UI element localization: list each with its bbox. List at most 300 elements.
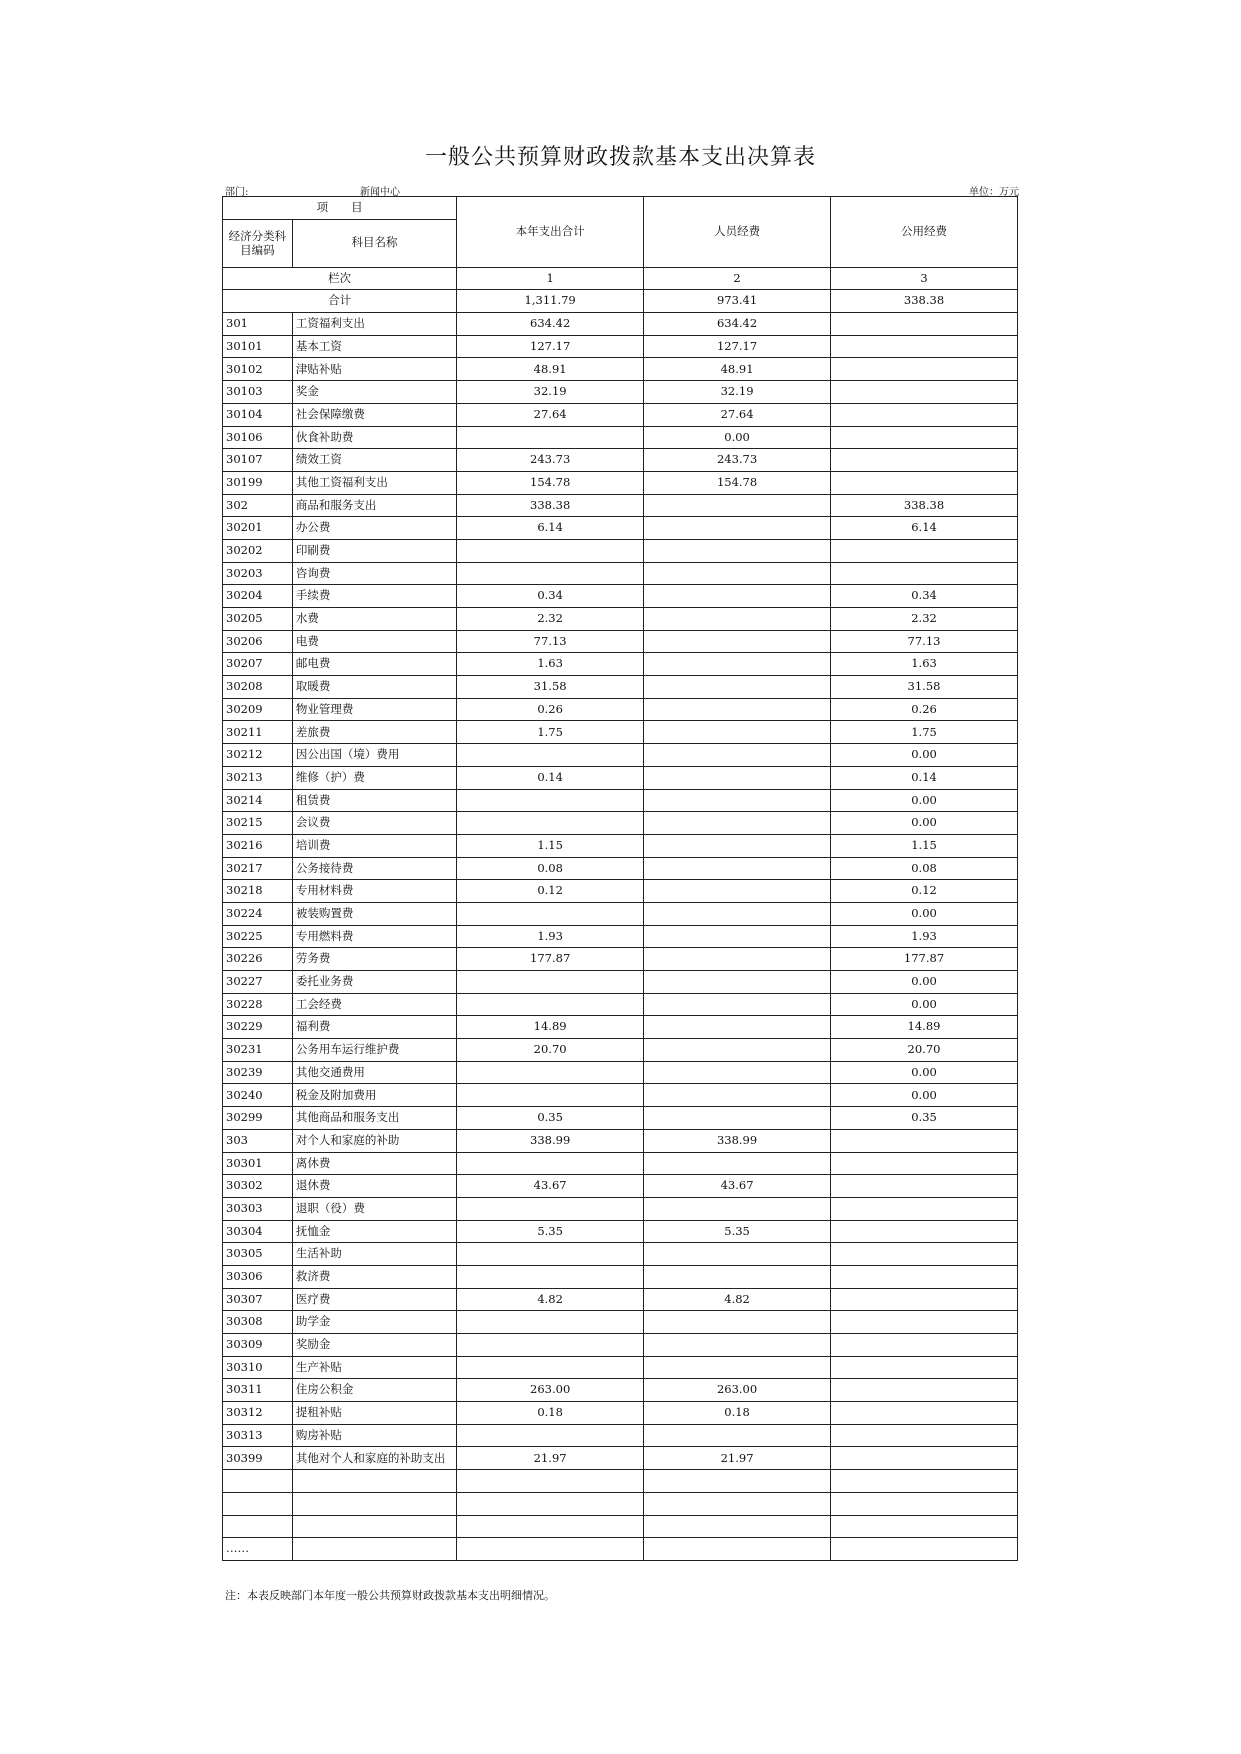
row-personnel [644,1334,831,1357]
row-code: 30104 [223,403,293,426]
code-header: 经济分类科目编码 [223,219,293,267]
row-personnel [644,1061,831,1084]
table-row [223,721,1018,744]
row-public [831,1492,1018,1515]
row-total: 5.35 [457,1220,644,1243]
row-code: 30212 [223,744,293,767]
row-code: 30201 [223,517,293,540]
index-row [223,267,1018,290]
row-personnel: 243.73 [644,449,831,472]
row-personnel [644,630,831,653]
row-personnel [644,562,831,585]
row-public: 77.13 [831,630,1018,653]
row-public: 0.26 [831,698,1018,721]
table-row [223,562,1018,585]
row-code: 30215 [223,812,293,835]
row-total [457,539,644,562]
row-code: 30211 [223,721,293,744]
row-name: 离休费 [292,1152,456,1175]
table-row [223,1107,1018,1130]
row-name: 购房补贴 [292,1424,456,1447]
table-row [223,471,1018,494]
row-public [831,1515,1018,1538]
table-row [223,1288,1018,1311]
row-public [831,381,1018,404]
row-name: 生产补贴 [292,1356,456,1379]
row-personnel [644,766,831,789]
row-total: 1.63 [457,653,644,676]
row-public: 1.63 [831,653,1018,676]
row-name: 社会保障缴费 [292,403,456,426]
row-code: 303 [223,1129,293,1152]
row-public: 2.32 [831,608,1018,631]
row-public [831,1538,1018,1561]
table-row [223,313,1018,336]
row-code: 30399 [223,1447,293,1470]
row-code: 30213 [223,766,293,789]
row-name: 工会经费 [292,993,456,1016]
row-code: 30303 [223,1197,293,1220]
row-code: 30103 [223,381,293,404]
row-code: 30106 [223,426,293,449]
row-personnel [644,1084,831,1107]
table-row [223,403,1018,426]
row-public [831,1470,1018,1493]
row-personnel [644,1016,831,1039]
row-personnel: 338.99 [644,1129,831,1152]
row-personnel [644,517,831,540]
row-personnel [644,698,831,721]
row-total [457,812,644,835]
header-row-project [223,197,1018,220]
table-row [223,653,1018,676]
row-code: 30309 [223,1334,293,1357]
table-row [223,381,1018,404]
row-code: 302 [223,494,293,517]
row-personnel [644,812,831,835]
row-public: 338.38 [831,494,1018,517]
col2-header: 人员经费 [644,197,831,268]
table-row [223,857,1018,880]
table-row [223,880,1018,903]
row-personnel [644,653,831,676]
row-total [457,1492,644,1515]
row-personnel [644,1039,831,1062]
row-personnel [644,539,831,562]
row-code: 30208 [223,676,293,699]
row-name: 助学金 [292,1311,456,1334]
row-name: 差旅费 [292,721,456,744]
row-code: 30308 [223,1311,293,1334]
row-personnel: 154.78 [644,471,831,494]
row-code: 30102 [223,358,293,381]
row-total [457,1311,644,1334]
name-header: 科目名称 [292,219,456,267]
row-total [457,971,644,994]
row-name: 绩效工资 [292,449,456,472]
row-personnel [644,1424,831,1447]
row-public [831,1311,1018,1334]
row-public: 0.14 [831,766,1018,789]
table-row [223,812,1018,835]
total-label: 合计 [223,290,457,313]
row-code: 30202 [223,539,293,562]
row-name: 委托业务费 [292,971,456,994]
table-row [223,1356,1018,1379]
table-row [223,1243,1018,1266]
row-total [457,902,644,925]
row-code: 30239 [223,1061,293,1084]
row-personnel: 4.82 [644,1288,831,1311]
row-total [457,1470,644,1493]
row-public: 0.00 [831,1084,1018,1107]
row-personnel: 263.00 [644,1379,831,1402]
row-code: 30310 [223,1356,293,1379]
row-public [831,1220,1018,1243]
table-row [223,1129,1018,1152]
row-name: 印刷费 [292,539,456,562]
row-personnel [644,1538,831,1561]
row-personnel: 0.18 [644,1402,831,1425]
table-row [223,1311,1018,1334]
table-row [223,1084,1018,1107]
row-public [831,1243,1018,1266]
row-name: 手续费 [292,585,456,608]
row-name: 专用材料费 [292,880,456,903]
row-name: 住房公积金 [292,1379,456,1402]
table-row [223,1039,1018,1062]
table-row [223,925,1018,948]
row-public [831,426,1018,449]
total-c2: 973.41 [644,290,831,313]
row-total: 1.93 [457,925,644,948]
row-code: 30107 [223,449,293,472]
row-public: 31.58 [831,676,1018,699]
row-code: 30229 [223,1016,293,1039]
row-personnel [644,1356,831,1379]
project-header: 项 目 [223,197,457,220]
table-row [223,1470,1018,1493]
row-public: 1.75 [831,721,1018,744]
row-name: 会议费 [292,812,456,835]
row-total: 0.26 [457,698,644,721]
table-row [223,676,1018,699]
row-personnel [644,789,831,812]
row-name [292,1515,456,1538]
row-name: 工资福利支出 [292,313,456,336]
row-name [292,1492,456,1515]
row-personnel [644,880,831,903]
row-public: 0.00 [831,789,1018,812]
table-row [223,1061,1018,1084]
table-row [223,1424,1018,1447]
total-c3: 338.38 [831,290,1018,313]
row-code: 30299 [223,1107,293,1130]
row-public [831,1288,1018,1311]
row-public: 0.00 [831,1061,1018,1084]
row-name: 退职（役）费 [292,1197,456,1220]
row-name: 对个人和家庭的补助 [292,1129,456,1152]
row-total [457,789,644,812]
row-name: 其他交通费用 [292,1061,456,1084]
row-personnel [644,1470,831,1493]
total-c1: 1,311.79 [457,290,644,313]
row-public: 1.93 [831,925,1018,948]
row-personnel [644,1492,831,1515]
row-name: 租赁费 [292,789,456,812]
row-public: 0.34 [831,585,1018,608]
table-row [223,971,1018,994]
row-name [292,1470,456,1493]
row-code: 30240 [223,1084,293,1107]
col3-header: 公用经费 [831,197,1018,268]
row-personnel [644,744,831,767]
row-personnel: 0.00 [644,426,831,449]
table-row [223,1220,1018,1243]
row-name: 奖金 [292,381,456,404]
row-personnel [644,585,831,608]
row-total: 1.75 [457,721,644,744]
row-total: 14.89 [457,1016,644,1039]
table-row [223,539,1018,562]
row-total: 338.38 [457,494,644,517]
row-personnel [644,494,831,517]
table-row [223,426,1018,449]
footnote: 注：本表反映部门本年度一般公共预算财政拨款基本支出明细情况。 [225,1589,555,1602]
row-code: …… [223,1538,293,1561]
row-name: 医疗费 [292,1288,456,1311]
row-code: 30101 [223,335,293,358]
row-total [457,1197,644,1220]
row-code: 30306 [223,1265,293,1288]
row-name: 退休费 [292,1175,456,1198]
expenditure-table [222,196,1018,1561]
row-total: 0.14 [457,766,644,789]
row-code: 30209 [223,698,293,721]
table-row [223,789,1018,812]
index-label: 栏次 [223,267,457,290]
row-personnel: 21.97 [644,1447,831,1470]
table-row [223,1334,1018,1357]
row-total: 0.35 [457,1107,644,1130]
row-total: 243.73 [457,449,644,472]
row-public [831,313,1018,336]
row-public: 0.08 [831,857,1018,880]
row-total: 127.17 [457,335,644,358]
row-personnel [644,1243,831,1266]
row-total: 31.58 [457,676,644,699]
row-total: 0.34 [457,585,644,608]
row-code: 30307 [223,1288,293,1311]
department-name: 新闻中心 [360,187,400,198]
table-row [223,948,1018,971]
table-row [223,494,1018,517]
row-public [831,1447,1018,1470]
row-name: 取暖费 [292,676,456,699]
page-title: 一般公共预算财政拨款基本支出决算表 [424,145,816,170]
row-personnel [644,948,831,971]
row-public [831,539,1018,562]
row-total: 177.87 [457,948,644,971]
table-row [223,834,1018,857]
row-code: 30218 [223,880,293,903]
row-name: 专用燃料费 [292,925,456,948]
row-total [457,1152,644,1175]
row-personnel [644,608,831,631]
row-total: 154.78 [457,471,644,494]
row-total [457,1334,644,1357]
row-code: 30228 [223,993,293,1016]
table-row [223,766,1018,789]
table-row [223,1515,1018,1538]
row-total: 2.32 [457,608,644,631]
row-public: 0.00 [831,993,1018,1016]
row-personnel [644,993,831,1016]
table-row [223,358,1018,381]
row-total [457,1265,644,1288]
row-name: 咨询费 [292,562,456,585]
row-name: 被装购置费 [292,902,456,925]
row-public [831,1197,1018,1220]
table-row [223,1402,1018,1425]
row-personnel [644,971,831,994]
row-total: 27.64 [457,403,644,426]
table-row [223,744,1018,767]
row-code [223,1492,293,1515]
row-code: 30214 [223,789,293,812]
row-code: 30311 [223,1379,293,1402]
row-public [831,562,1018,585]
row-public: 14.89 [831,1016,1018,1039]
row-code: 30203 [223,562,293,585]
row-total [457,1515,644,1538]
row-name: 水费 [292,608,456,631]
row-code: 30304 [223,1220,293,1243]
row-personnel [644,1311,831,1334]
row-personnel: 48.91 [644,358,831,381]
row-name: 电费 [292,630,456,653]
row-name: 物业管理费 [292,698,456,721]
table-row [223,1447,1018,1470]
row-name: 提租补贴 [292,1402,456,1425]
row-name: 公务接待费 [292,857,456,880]
row-personnel [644,1197,831,1220]
row-code: 30302 [223,1175,293,1198]
row-personnel [644,925,831,948]
row-total: 6.14 [457,517,644,540]
table-row [223,1016,1018,1039]
table-row [223,1152,1018,1175]
index-3: 3 [831,267,1018,290]
row-total: 4.82 [457,1288,644,1311]
row-code: 30305 [223,1243,293,1266]
row-total [457,1424,644,1447]
row-public [831,1379,1018,1402]
row-personnel: 127.17 [644,335,831,358]
row-public: 0.00 [831,744,1018,767]
row-total [457,993,644,1016]
table-row [223,1175,1018,1198]
row-total: 634.42 [457,313,644,336]
row-public: 0.12 [831,880,1018,903]
row-public: 0.00 [831,902,1018,925]
row-name: 基本工资 [292,335,456,358]
row-public [831,1356,1018,1379]
row-name: 培训费 [292,834,456,857]
row-total: 20.70 [457,1039,644,1062]
row-code [223,1470,293,1493]
row-name: 其他工资福利支出 [292,471,456,494]
row-total [457,562,644,585]
table-row [223,1492,1018,1515]
row-personnel [644,1107,831,1130]
row-code: 30226 [223,948,293,971]
row-total: 263.00 [457,1379,644,1402]
row-total: 48.91 [457,358,644,381]
row-code: 301 [223,313,293,336]
row-total [457,1243,644,1266]
row-code: 30231 [223,1039,293,1062]
row-public: 0.00 [831,812,1018,835]
row-public [831,1424,1018,1447]
row-total: 1.15 [457,834,644,857]
table-row [223,449,1018,472]
row-public [831,1175,1018,1198]
table-row [223,698,1018,721]
row-public [831,1152,1018,1175]
row-code: 30216 [223,834,293,857]
row-code: 30312 [223,1402,293,1425]
row-code: 30313 [223,1424,293,1447]
row-personnel [644,902,831,925]
row-public: 0.35 [831,1107,1018,1130]
table-row [223,517,1018,540]
row-name: 邮电费 [292,653,456,676]
row-public [831,1265,1018,1288]
row-personnel [644,1515,831,1538]
unit-label: 单位：万元 [969,187,1019,198]
row-name: 救济费 [292,1265,456,1288]
row-total: 338.99 [457,1129,644,1152]
row-personnel: 5.35 [644,1220,831,1243]
row-public [831,1402,1018,1425]
row-name: 维修（护）费 [292,766,456,789]
row-public: 0.00 [831,971,1018,994]
table-row [223,1379,1018,1402]
row-total: 21.97 [457,1447,644,1470]
row-name: 抚恤金 [292,1220,456,1243]
row-name: 津贴补贴 [292,358,456,381]
row-total [457,1538,644,1561]
row-name: 其他商品和服务支出 [292,1107,456,1130]
col1-header: 本年支出合计 [457,197,644,268]
index-2: 2 [644,267,831,290]
row-personnel: 634.42 [644,313,831,336]
row-public [831,471,1018,494]
row-code: 30206 [223,630,293,653]
table-row [223,630,1018,653]
row-total [457,1061,644,1084]
table-row [223,1197,1018,1220]
index-1: 1 [457,267,644,290]
table-row [223,608,1018,631]
row-name: 伙食补助费 [292,426,456,449]
row-total: 77.13 [457,630,644,653]
row-personnel [644,721,831,744]
table-row [223,1538,1018,1561]
table-row [223,1265,1018,1288]
table-row [223,993,1018,1016]
